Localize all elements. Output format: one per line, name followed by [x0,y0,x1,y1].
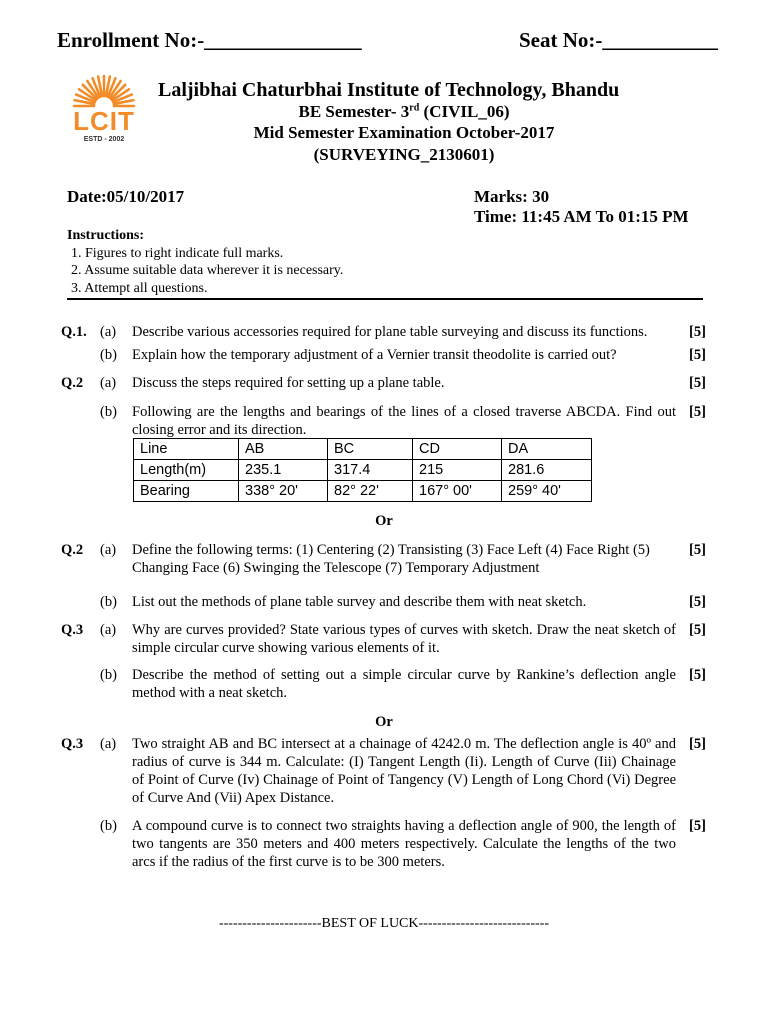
question-text: Describe the method of setting out a simple circular curve by Rankine’s deflection angle method with a neat sketch. [132,667,676,701]
sub-label: (b) [100,818,117,834]
subject-title: (SURVEYING_2130601) [313,145,495,164]
table-row [134,460,592,481]
question-text: Explain how the temporary adjustment of a Vernier transit theodolite is carried out? [132,347,617,363]
exam-date: Date:05/10/2017 [67,187,185,206]
exam-time: Time: 11:45 AM To 01:15 PM [474,207,689,226]
exam-title: Mid Semester Examination October-2017 [253,123,555,142]
header-divider [67,298,703,300]
table-cell: 317.4 [328,460,413,481]
table-row [134,481,592,502]
question-marks: [5] [689,736,706,752]
question-text: Why are curves provided? State various types of curves with sketch. Draw the neat sketch of simple circular curve showing various elements of it. [132,622,676,656]
semester-line [0,102,768,122]
table-cell: 82° 22' [328,481,413,502]
question-number: Q.3 [61,622,84,638]
footer-text: ----------------------BEST OF LUCK---------------------------- [218,916,550,931]
question-text: Define the following terms: (1) Centering (2) Transisting (3) Face Left (4) Face Right (5) Changing Face (6) Swinging the Telescope (7) Temporary Adjustment [132,542,650,576]
table-cell: 281.6 [502,460,592,481]
sub-label: (a) [100,324,117,340]
seat-label: Seat No:-___________ [519,28,718,52]
table-cell: Length(m) [134,460,239,481]
question-marks: [5] [689,594,706,610]
table-cell: 259° 40' [502,481,592,502]
table-cell: 338° 20' [239,481,328,502]
question-marks: [5] [689,818,706,834]
instructions-title: Instructions: [67,228,145,243]
table-cell: Bearing [134,481,239,502]
logo-estd: ESTD - 2002 [83,136,125,143]
table-cell: BC [328,439,413,460]
semester-sup: rd [409,102,420,114]
sub-label: (a) [100,622,117,638]
question-text: Two straight AB and BC intersect at a chainage of 4242.0 m. The deflection angle is 40º and radius of curve is 344 m. Calculate: (I) Tangent Length (Ii). Length of Curve (Iii) Chainage of Point of Curve (Iv) Chainage of Point of Tangency (V) Length of Long Chord (Vi) Degree of Curve And (Vii) Apex Distance. [132,736,676,806]
table-cell: AB [239,439,328,460]
question-marks: [5] [689,324,706,340]
or-separator: Or [375,513,393,529]
question-text: Discuss the steps required for setting up a plane table. [132,375,445,391]
question-text: Describe various accessories required for plane table surveying and discuss its functions. [132,324,648,340]
table-cell: 215 [413,460,502,481]
instruction-item: 3. Attempt all questions. [71,281,208,296]
sub-label: (a) [100,542,117,558]
question-marks: [5] [689,622,706,638]
question-marks: [5] [689,375,706,391]
sub-label: (a) [100,736,117,752]
question-number: Q.3 [61,736,84,752]
sub-label: (b) [100,594,117,610]
logo-text: LCIT [73,106,135,136]
question-number: Q.1. [61,324,87,340]
question-marks: [5] [689,542,706,558]
instruction-item: 1. Figures to right indicate full marks. [71,246,284,261]
institute-name: Laljibhai Chaturbhai Institute of Technology, Bhandu [158,79,620,101]
question-marks: [5] [689,404,706,420]
sub-label: (b) [100,404,117,420]
traverse-table [133,438,592,502]
table-cell: 167° 00' [413,481,502,502]
question-text: A compound curve is to connect two straights having a deflection angle of 900, the length of two tangents are 350 meters and 400 meters respectively. Calculate the lengths of the two arcs if the radius of the first curve is to be 300 meters. [132,818,676,870]
question-text: Following are the lengths and bearings of the lines of a closed traverse ABCDA. Find out closing error and its direction. [132,404,676,438]
total-marks: Marks: 30 [474,187,550,206]
table-cell: DA [502,439,592,460]
instruction-item: 2. Assume suitable data wherever it is necessary. [71,263,344,278]
sub-label: (b) [100,667,117,683]
question-number: Q.2 [61,542,84,558]
semester-text: BE Semester- 3 [298,102,410,121]
question-text: List out the methods of plane table survey and describe them with neat sketch. [132,594,587,610]
table-cell: 235.1 [239,460,328,481]
enrollment-label: Enrollment No:-_______________ [57,28,362,52]
question-marks: [5] [689,667,706,683]
table-cell: Line [134,439,239,460]
table-cell: CD [413,439,502,460]
question-number: Q.2 [61,375,84,391]
question-marks: [5] [689,347,706,363]
or-separator: Or [375,714,393,730]
sub-label: (a) [100,375,117,391]
table-row [134,439,592,460]
semester-branch: (CIVIL_06) [419,102,510,121]
sub-label: (b) [100,347,117,363]
